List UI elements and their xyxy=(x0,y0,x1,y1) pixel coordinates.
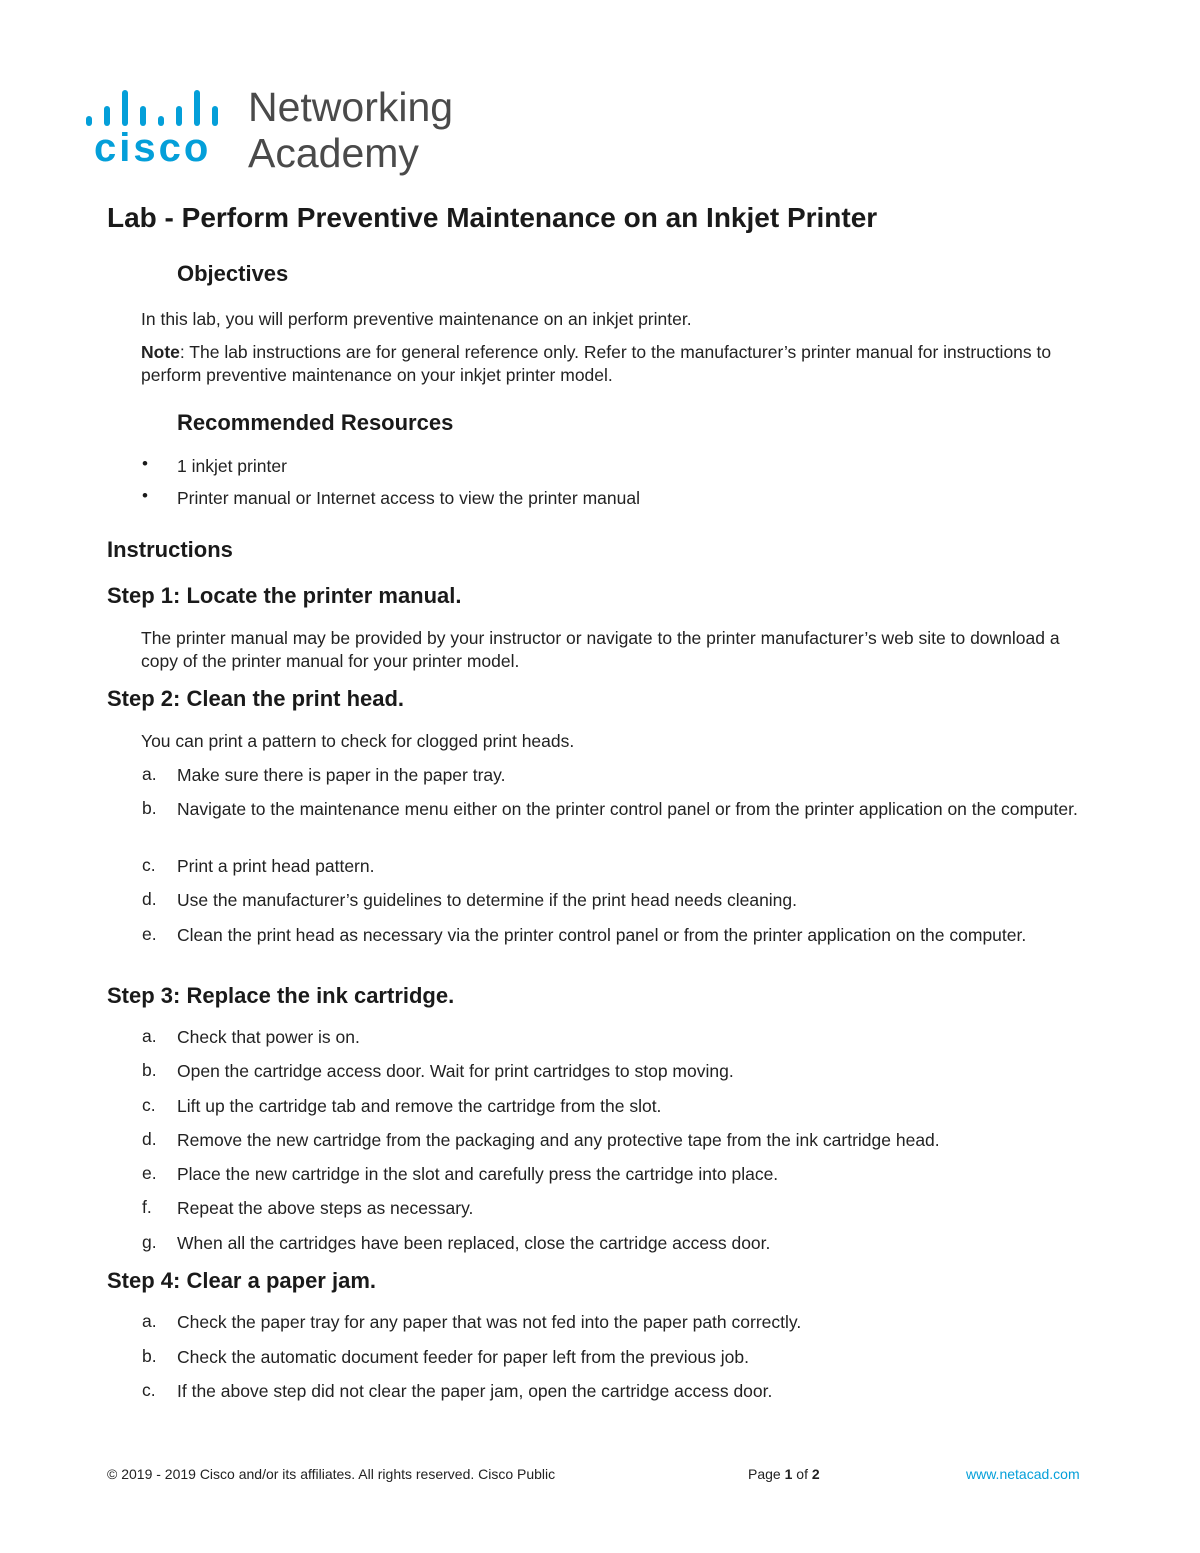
step-intro: You can print a pattern to check for clogged print heads. xyxy=(141,731,575,751)
step-heading: Step 3: Replace the ink cartridge. xyxy=(107,983,455,1008)
objectives-note xyxy=(141,341,1101,387)
objectives-text: In this lab, you will perform preventive maintenance on an inkjet printer. xyxy=(141,309,692,329)
footer-copyright: © 2019 - 2019 Cisco and/or its affiliates. All rights reserved. Cisco Public xyxy=(107,1466,556,1482)
logo-program-name: Networking Academy xyxy=(248,84,454,176)
step-heading: Step 4: Clear a paper jam. xyxy=(107,1268,376,1293)
resources-heading: Recommended Resources xyxy=(177,410,454,435)
note-text: : The lab instructions are for general reference only. Refer to the manufacturer’s printer manual for instructions to perform preventive maintenance on your inkjet printer model. xyxy=(141,342,1052,385)
instructions-heading: Instructions xyxy=(107,537,233,562)
note-label: Note xyxy=(141,342,180,362)
netacad-link[interactable]: www.netacad.com xyxy=(966,1466,1080,1482)
step-heading: Step 2: Clean the print head. xyxy=(107,686,405,711)
objectives-heading: Objectives xyxy=(177,261,289,286)
bullet-icon: • xyxy=(142,454,148,473)
page-title: Lab - Perform Preventive Maintenance on an Inkjet Printer xyxy=(107,202,878,233)
step-intro: The printer manual may be provided by your instructor or navigate to the printer manufacturer’s web site to download a copy of the printer manual for your printer model. xyxy=(141,628,1060,671)
cisco-networking-academy-logo xyxy=(84,84,474,180)
step-heading: Step 1: Locate the printer manual. xyxy=(107,583,462,608)
bullet-icon: • xyxy=(142,486,148,505)
cisco-wordmark: cisco xyxy=(94,126,212,170)
footer-page-number: Page 1 of 2 xyxy=(748,1466,820,1482)
cisco-bars-icon xyxy=(84,88,218,126)
